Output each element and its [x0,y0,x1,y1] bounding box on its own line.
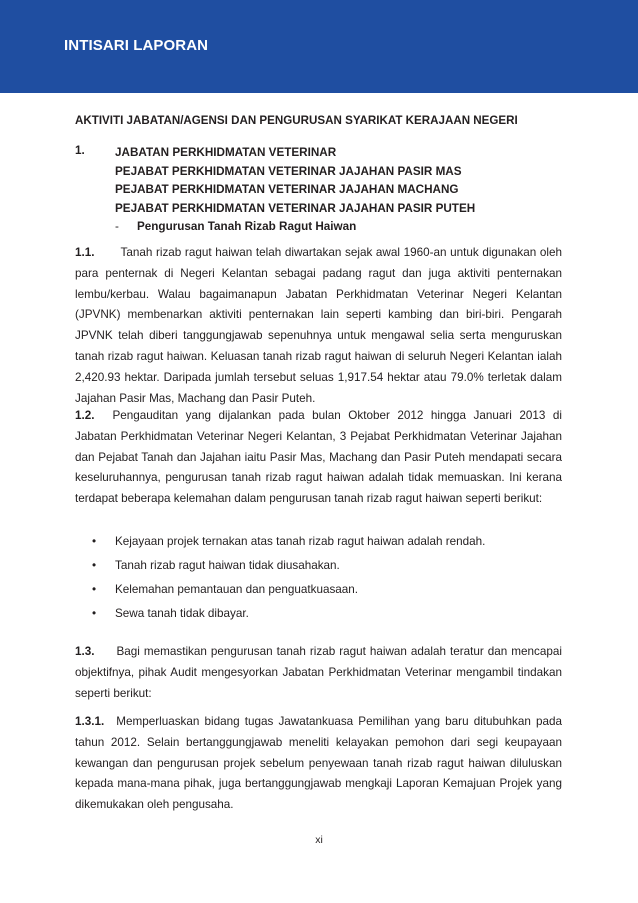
section-1-title-line: PEJABAT PERKHIDMATAN VETERINAR JAJAHAN PASIR MAS [115,164,462,178]
section-heading: AKTIVITI JABATAN/AGENSI DAN PENGURUSAN SYARIKAT KERAJAAN NEGERI [75,114,518,127]
paragraph-text: Tanah rizab ragut haiwan telah diwartakan sejak awal 1960-an untuk digunakan oleh para penternak di Negeri Kelantan sebagai padang ragut dan juga aktiviti penternakan lembu/kerbau. Walau bagaimanapun Jabatan Perkhidmatan Veterinar Negeri Kelantan (JPVNK) membenarkan aktiviti penternakan lain seperti kambing dan biri-biri. Pengarah JPVNK telah diberi tanggungjawab sepenuhnya untuk mengawal selia serta menguruskan tanah rizab ragut haiwan. Keluasan tanah rizab ragut haiwan di seluruh Negeri Kelantan ialah 2,420.93 hektar. Daripada jumlah tersebut seluas 1,917.54 hektar atau 79.0% terletak dalam Jajahan Pasir Mas, Machang dan Pasir Puteh. [75,246,562,405]
page-number: xi [315,834,323,846]
banner-title: INTISARI LAPORAN [64,37,209,54]
header-banner [0,0,638,93]
paragraph-text: Pengauditan yang dijalankan pada bulan Oktober 2012 hingga Januari 2013 di Jabatan Perkhidmatan Veterinar Negeri Kelantan, 3 Pejabat Perkhidmatan Veterinar Jajahan dan Pejabat Tanah dan Jajahan iaitu Pasir Mas, Machang dan Pasir Puteh mendapati secara keseluruhannya, pengurusan tanah rizab ragut haiwan adalah tidak memuaskan. Ini kerana terdapat beberapa kelemahan dalam pengurusan tanah rizab ragut haiwan seperti berikut: [75,409,562,506]
section-1-title-line: PEJABAT PERKHIDMATAN VETERINAR JAJAHAN PASIR PUTEH [115,201,476,215]
paragraph-number: 1.2. [75,409,95,422]
bullet-icon: • [92,607,97,620]
paragraph-1-3-1 [75,712,562,816]
subtitle-text: Pengurusan Tanah Rizab Ragut Haiwan [137,220,357,233]
section-1-titles [115,144,475,237]
paragraph-1-2 [75,406,562,510]
list-item: • Kejayaan projek ternakan atas tanah rizab ragut haiwan adalah rendah. [75,532,562,556]
section-1-number: 1. [75,144,85,157]
paragraph-text: Bagi memastikan pengurusan tanah rizab ragut haiwan adalah teratur dan mencapai objektifnya, pihak Audit mengesyorkan Jabatan Perkhidmatan Veterinar mengambil tindakan seperti berikut: [75,645,562,700]
paragraph-1-3 [75,642,562,704]
paragraph-number: 1.3. [75,645,95,658]
paragraph-1-1 [75,243,562,409]
section-1-subtitle [115,218,475,237]
paragraph-text: Memperluaskan bidang tugas Jawatankuasa Pemilihan yang baru ditubuhkan pada tahun 2012. Selain bertanggungjawab meneliti kelayakan pemohon dari segi keupayaan kewangan dan pengurusan projek sebelum penyewaan tanah rizab ragut haiwan diluluskan kepada mana-mana pihak, juga bertanggungjawab mengkaji Laporan Kemajuan Projek yang dikemukakan oleh pengusaha. [75,715,562,812]
paragraph-number: 1.1. [75,246,95,259]
bullet-icon: • [92,559,97,572]
paragraph-number: 1.3.1. [75,715,105,728]
section-1-title-line: JABATAN PERKHIDMATAN VETERINAR [115,146,337,159]
subtitle-dash: - [115,220,119,233]
bullet-icon: • [92,535,97,548]
bullet-icon: • [92,583,97,596]
section-1-title-line: PEJABAT PERKHIDMATAN VETERINAR JAJAHAN MACHANG [115,183,459,196]
findings-list [75,532,562,628]
list-item: • Kelemahan pemantauan dan penguatkuasaan. [75,580,562,604]
list-item: • Sewa tanah tidak dibayar. [75,604,562,628]
list-item: • Tanah rizab ragut haiwan tidak diusahakan. [75,556,562,580]
